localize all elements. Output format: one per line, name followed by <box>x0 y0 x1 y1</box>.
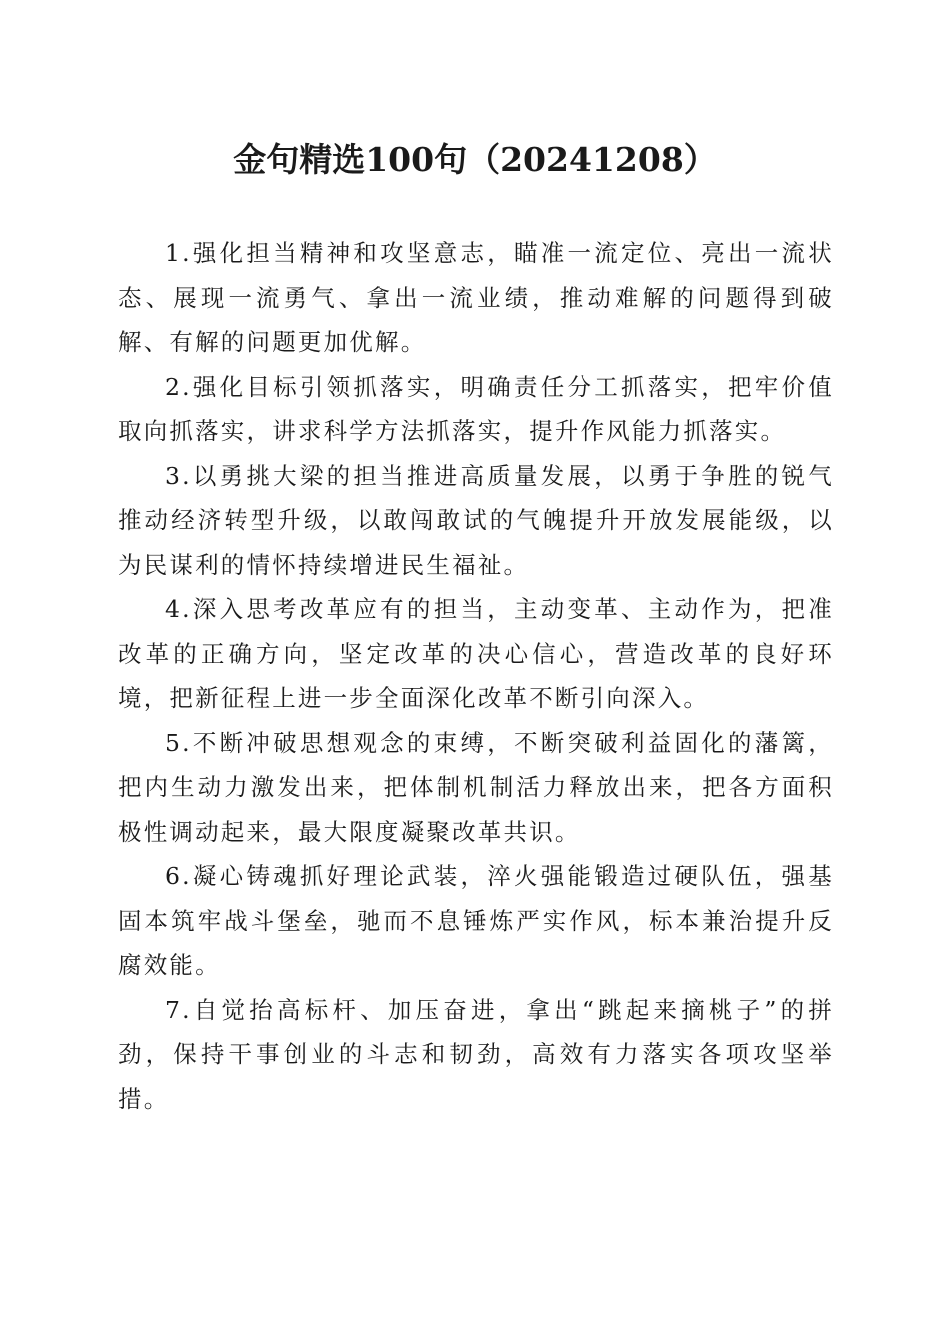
paragraph-1: 1.强化担当精神和攻坚意志，瞄准一流定位、亮出一流状态、展现一流勇气、拿出一流业绩，推动难解的问题得到破解、有解的问题更加优解。 <box>118 239 834 356</box>
paragraph-7: 7.自觉抬高标杆、加压奋进，拿出“跳起来摘桃子”的拼劲，保持干事创业的斗志和韧劲，高效有力落实各项攻坚举措。 <box>118 995 834 1113</box>
paragraph-3: 3.以勇挑大梁的担当推进高质量发展，以勇于争胜的锐气推动经济转型升级，以敢闯敢试的气魄提升开放发展能级，以为民谋利的情怀持续增进民生福祉。 <box>118 461 834 579</box>
document-title: 金句精选100句（20241208） <box>233 140 717 179</box>
paragraph-6: 6.凝心铸魂抓好理论武装，淬火强能锻造过硬队伍，强基固本筑牢战斗堡垒，驰而不息锤炼严实作风，标本兼治提升反腐效能。 <box>118 862 834 979</box>
paragraph-5: 5.不断冲破思想观念的束缚，不断突破利益固化的藩篱，把内生动力激发出来，把体制机制活力释放出来，把各方面积极性调动起来，最大限度凝聚改革共识。 <box>118 728 834 846</box>
paragraph-2: 2.强化目标引领抓落实，明确责任分工抓落实，把牢价值取向抓落实，讲求科学方法抓落实，提升作风能力抓落实。 <box>118 372 834 445</box>
paragraph-4: 4.深入思考改革应有的担当，主动变革、主动作为，把准改革的正确方向，坚定改革的决心信心，营造改革的良好环境，把新征程上进一步全面深化改革不断引向深入。 <box>118 595 834 712</box>
document-body <box>118 231 834 1121</box>
